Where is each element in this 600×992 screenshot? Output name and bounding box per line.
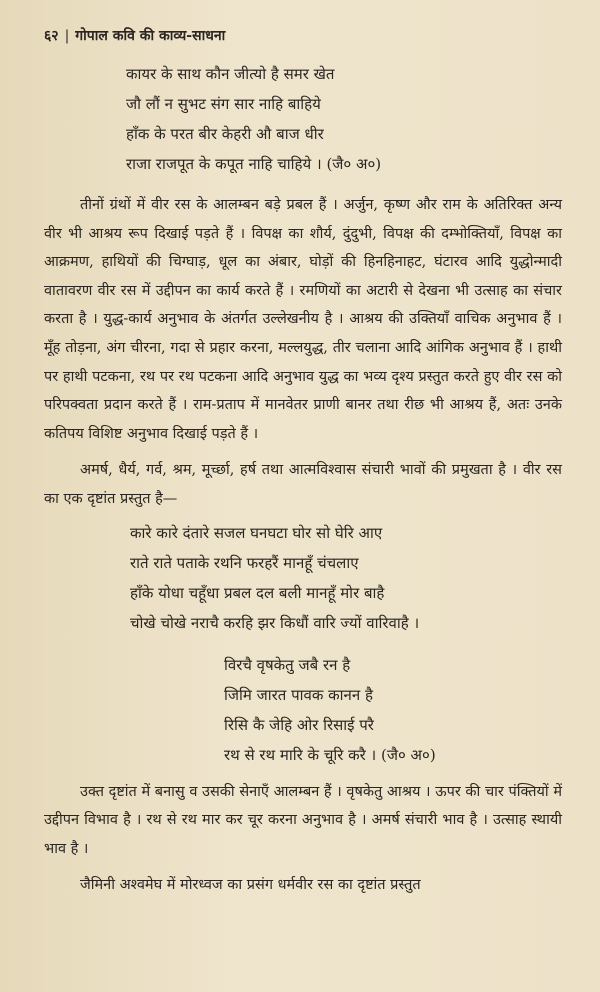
verse-line: विरचै वृषकेतु जबै रन है bbox=[224, 655, 351, 674]
paragraph-4: जैमिनी अश्वमेघ में मोरध्वज का प्रसंग धर्मवीर रस का दृष्टांत प्रस्तुत bbox=[80, 877, 421, 894]
verse-line: रथ से रथ मारि के चूरि करै । (जै० अ०) bbox=[224, 745, 436, 764]
verse-block-1 bbox=[44, 59, 562, 179]
paragraph-2: अमर्ष, धैर्य, गर्व, श्रम, मूर्च्छा, हर्ष तथा आत्मविश्वास संचारी भावों की प्रमुखता है । वीर रस का एक दृष्टांत प्रस्तुत है— bbox=[44, 462, 562, 507]
verse-line: राजा राजपूत के कपूत नाहि चाहिये । (जै० अ०) bbox=[126, 155, 382, 173]
verse-line: राते राते पताके रथनि फरहरैं मानहूँ चंचलाए bbox=[130, 553, 359, 572]
verse-line: जौ लौं न सुभट संग सार नाहि बाहिये bbox=[126, 95, 321, 113]
verse-line: चोखे चोखे नराचै करहि झर किधौं वारि ज्यों वारिवाहै । bbox=[130, 613, 420, 632]
paragraph-1: तीनों ग्रंथों में वीर रस के आलम्बन बड़े प्रबल हैं । अर्जुन, कृष्ण और राम के अतिरिक्त अन्य वीर भी आश्रय रूप दिखाई पड़ते हैं । विपक्ष का शौर्य, दुंदुभी, विपक्ष की दम्भोक्तियाँ, विपक्ष का आक्रमण, हाथियों की चिग्घाड़, धूल का अंबार, घोड़ों की हिनहिनाहट, घंटारव आदि युद्धोन्मादी वातावरण वीर रस में उद्दीपन का कार्य करते हैं । रमणियों का अटारी से देखना भी उत्साह का संचार करता है । युद्ध-कार्य अनुभाव के अंतर्गत उल्लेखनीय है । आश्रय की उक्तियाँ वाचिक अनुभाव हैं । मूँह तोड़ना, अंग चीरना, गदा से प्रहार करना, मल्लयुद्ध, तीर चलाना आदि आंगिक अनुभाव हैं । हाथी पर हाथी पटकना, रथ पर रथ पटकना आदि अनुभाव युद्ध का भव्य दृश्य प्रस्तुत करते हुए वीर रस को परिपक्वता प्रदान करते हैं । राम-प्रताप में मानवेतर प्राणी बानर तथा रीछ भी आश्रय हैं, अतः उनके कतिपय विशिष्ट अनुभाव दिखाई पड़ते हैं । bbox=[44, 197, 562, 442]
book-title: गोपाल कवि की काव्य-साधना bbox=[75, 28, 226, 44]
verse-block-2 bbox=[44, 518, 562, 638]
verse-line: हाँके योधा चहूँधा प्रबल दल बली मानहूँ मोर बाहै bbox=[130, 583, 385, 602]
page-number: ६२ bbox=[44, 28, 59, 44]
verse-block-3 bbox=[44, 650, 562, 770]
verse-line: कायर के साथ कौन जीत्यो है समर खेत bbox=[126, 65, 335, 83]
verse-line: रिसि कै जेहि ओर रिसाई परै bbox=[224, 715, 374, 734]
page-header bbox=[44, 26, 562, 45]
header-separator: | bbox=[64, 28, 70, 44]
verse-line: हाँक के परत बीर केहरी औ बाज धीर bbox=[126, 125, 324, 143]
verse-line: जिमि जारत पावक कानन है bbox=[224, 685, 373, 704]
verse-line: कारे कारे दंतारे सजल घनघटा घोर सो घेरि आए bbox=[130, 523, 383, 542]
paragraph-3: उक्त दृष्टांत में बनासु व उसकी सेनाएँ आलम्बन हैं । वृषकेतु आश्रय । ऊपर की चार पंक्तियों में उद्दीपन विभाव है । रथ से रथ मार कर चूर करना अनुभाव है । अमर्ष संचारी भाव है । उत्साह स्थायी भाव है । bbox=[44, 783, 562, 857]
